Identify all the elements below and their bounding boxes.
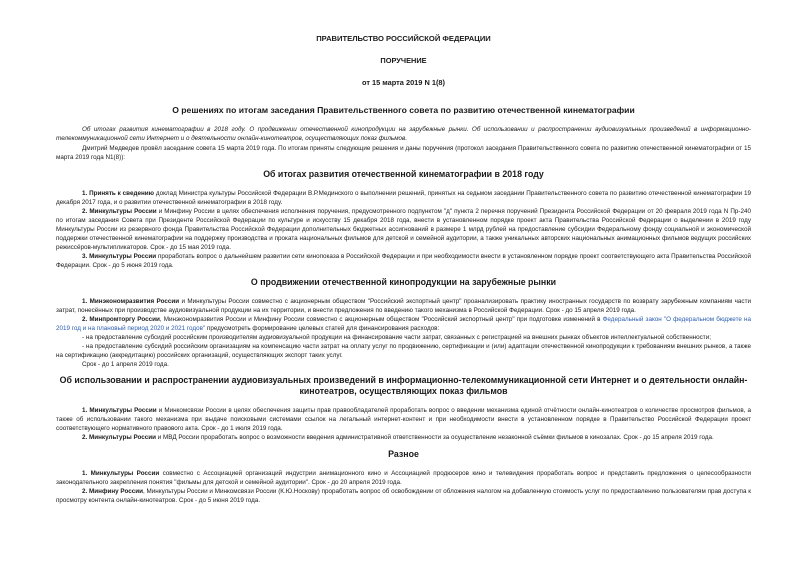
section1-item-3 — [56, 252, 751, 270]
section2-subitem-1: - на предоставление субсидий российским производителям аудиовизуальной продукции на финансирование части затрат, связанных с регистрацией на внешних рынках объектов интеллектуальной собственности; — [82, 334, 711, 341]
item-lead: 1. Принять к сведению — [82, 190, 155, 197]
section2-item-1 — [56, 297, 751, 315]
item-text: проработать вопрос о дальнейшем развитии сети кинопоказа в Российской Федерации и при необходимости внести в установленном порядке проект соответствующего акта Правительства Российской Федерации. Срок - до 5 июня 2019 года. — [56, 253, 751, 269]
section-heading-film-development: Об итогах развития отечественной кинематографии в 2018 году — [263, 169, 544, 179]
document-type: ПОРУЧЕНИЕ — [380, 56, 427, 65]
section-heading-online-cinemas: Об использовании и распространении аудиовизуальных произведений в информационно-телекоммуникационной сети Интернет и о деятельности онлайн-кинотеатров, осуществляющих показ фильмов — [59, 375, 748, 396]
item-text: предусмотреть формирование целевых статей для финансирования расходов: — [205, 325, 440, 332]
section-heading-miscellaneous: Разное — [388, 449, 419, 459]
item-lead: 2. Минфину России — [82, 488, 143, 495]
item-text: и Минкомсвязи России в целях обеспечения защиты прав правообладателей проработать вопрос о введении механизма единой отчётности онлайн-кинотеатров о количестве просмотров фильмов, а также об использовании такого механизма при выдаче поисковыми системами ссылок на легальный интернет-контент и при необходимости внести в установленном порядке в Правительство Российской Федерации проект соответствующего нормативного правового акта. Срок - до 1 июля 2019 года. — [56, 407, 751, 432]
item-text: и Минкультуры России совместно с акционерным обществом "Российский экспортный центр" проанализировать практику иностранных государств по возврату зарубежным компаниям части затрат, понесённых при производстве аудиовизуальной продукции на их территории, и внести предложения по введению такого механизма в Российской Федерации. Срок - до 15 апреля 2019 года. — [56, 298, 751, 314]
item-lead: 2. Минкультуры России — [82, 434, 156, 441]
item-lead: 3. Минкультуры России — [82, 253, 157, 260]
section2-item-2 — [56, 315, 751, 333]
item-text: , Минэкономразвития России и Минфину России совместно с акционерным обществом "Российский экспортный центр" при подготовке изменений в — [159, 316, 603, 323]
item-text: , Минкультуры России и Минкомсвязи России (К.Ю.Носкову) проработать вопрос об освобождении от обложения налогом на добавленную стоимость услуг по предоставлению пользователям прав доступа к просмотру контента онлайн-кинотеатров. Срок - до 5 июня 2019 года. — [56, 488, 751, 504]
item-text: и МВД России проработать вопрос о возможности введения административной ответственности за осуществление незаконной съёмки фильмов в кинозалах. Срок - до 15 апреля 2019 года. — [156, 434, 714, 441]
item-lead: 1. Минэкономразвития России — [82, 298, 180, 305]
item-lead: 2. Минпромторгу России — [82, 316, 160, 323]
item-lead: 2. Минкультуры России — [82, 208, 157, 215]
document-title: О решениях по итогам заседания Правительственного совета по развитию отечественной кинематографии — [172, 105, 635, 115]
section1-item-1 — [56, 189, 751, 207]
section3-item-2 — [56, 433, 751, 442]
section2-subitem-2: - на предоставление субсидий российским организациям на компенсацию части затрат на оплату услуг по продвижению, сертификации и (или) адаптации отечественной кинопродукции к требованиям внешних рынков, а также на сертификацию (аккредитацию) российских организаций, осуществляющих экспорт таких услуг. — [56, 343, 751, 359]
section3-item-1 — [56, 406, 751, 433]
intro-paragraph: Дмитрий Медведев провёл заседание совета 15 марта 2019 года. По итогам приняты следующие решения и даны поручения (протокол заседания Правительственного совета по развитию отечественной кинематографии от 15 марта 2019 года N1(8)): — [56, 145, 751, 161]
section4-item-2 — [56, 487, 751, 505]
item-text: совместно с Ассоциацией организаций индустрии анимационного кино и Ассоциацией продюсеров кино и телевидения проработать вопрос и представить предложения о целесообразности законодательного закрепления понятия "фильмы для детской и семейной аудитории". Срок - до 20 апреля 2019 года. — [56, 470, 751, 486]
item-lead: 1. Минкультуры России — [82, 470, 160, 477]
item-text: и Минфину России в целях обеспечения исполнения поручения, предусмотренного подпунктом "д" пункта 2 перечня поручений Президента Российской Федерации от 20 февраля 2019 года N Пр-240 по итогам заседания Совета при Президенте Российской Федерации по культуре и искусству 15 декабря 2018 года, внести в установленном порядке проект акта Правительства Российской Федерации о выделении в 2019 году Минкультуры России из резервного фонда Правительства Российской Федерации дополнительных бюджетных ассигнований в размере 1 млрд рублей на предоставление субсидии Федеральному фонду социальной и экономической поддержки отечественной кинематографии на поддержку производства и проката национальных фильмов для детской и семейной аудитории, а также уникальных авторских национальных анимационных фильмов ведущих российских режиссёров-мультипликаторов. Срок - до 15 мая 2019 года. — [56, 208, 751, 251]
section-heading-foreign-markets: О продвижении отечественной кинопродукции на зарубежные рынки — [250, 277, 557, 287]
section2-deadline: Срок - до 1 апреля 2019 года. — [82, 361, 169, 368]
document-date-number: от 15 марта 2019 N 1(8) — [362, 78, 445, 87]
section4-item-1 — [56, 469, 751, 487]
federal-budget-law-link[interactable]: Федеральный закон "О федеральном бюджете на 2019 год и на плановый период 2020 и 2021 годов" — [56, 316, 751, 332]
item-text: доклад Министра культуры Российской Федерации В.Р.Мединского о выполнении решений, принятых на седьмом заседании Правительственного совета по развитию отечественной кинематографии 19 декабря 2017 года, и о развитии отечественной кинематографии в 2018 году. — [56, 190, 752, 206]
item-lead: 1. Минкультуры России — [82, 407, 157, 414]
intro-summary: Об итогах развития кинематографии в 2018 году. О продвижении отечественной кинопродукции на зарубежные рынки. Об использовании и распространении аудиовизуальных произведений в информационно-телекоммуникационной сети Интернет и о деятельности онлайн-кинотеатров, осуществляющих показ фильмов. — [56, 126, 751, 142]
government-header: ПРАВИТЕЛЬСТВО РОССИЙСКОЙ ФЕДЕРАЦИИ — [316, 34, 491, 43]
section1-item-2 — [56, 207, 751, 252]
